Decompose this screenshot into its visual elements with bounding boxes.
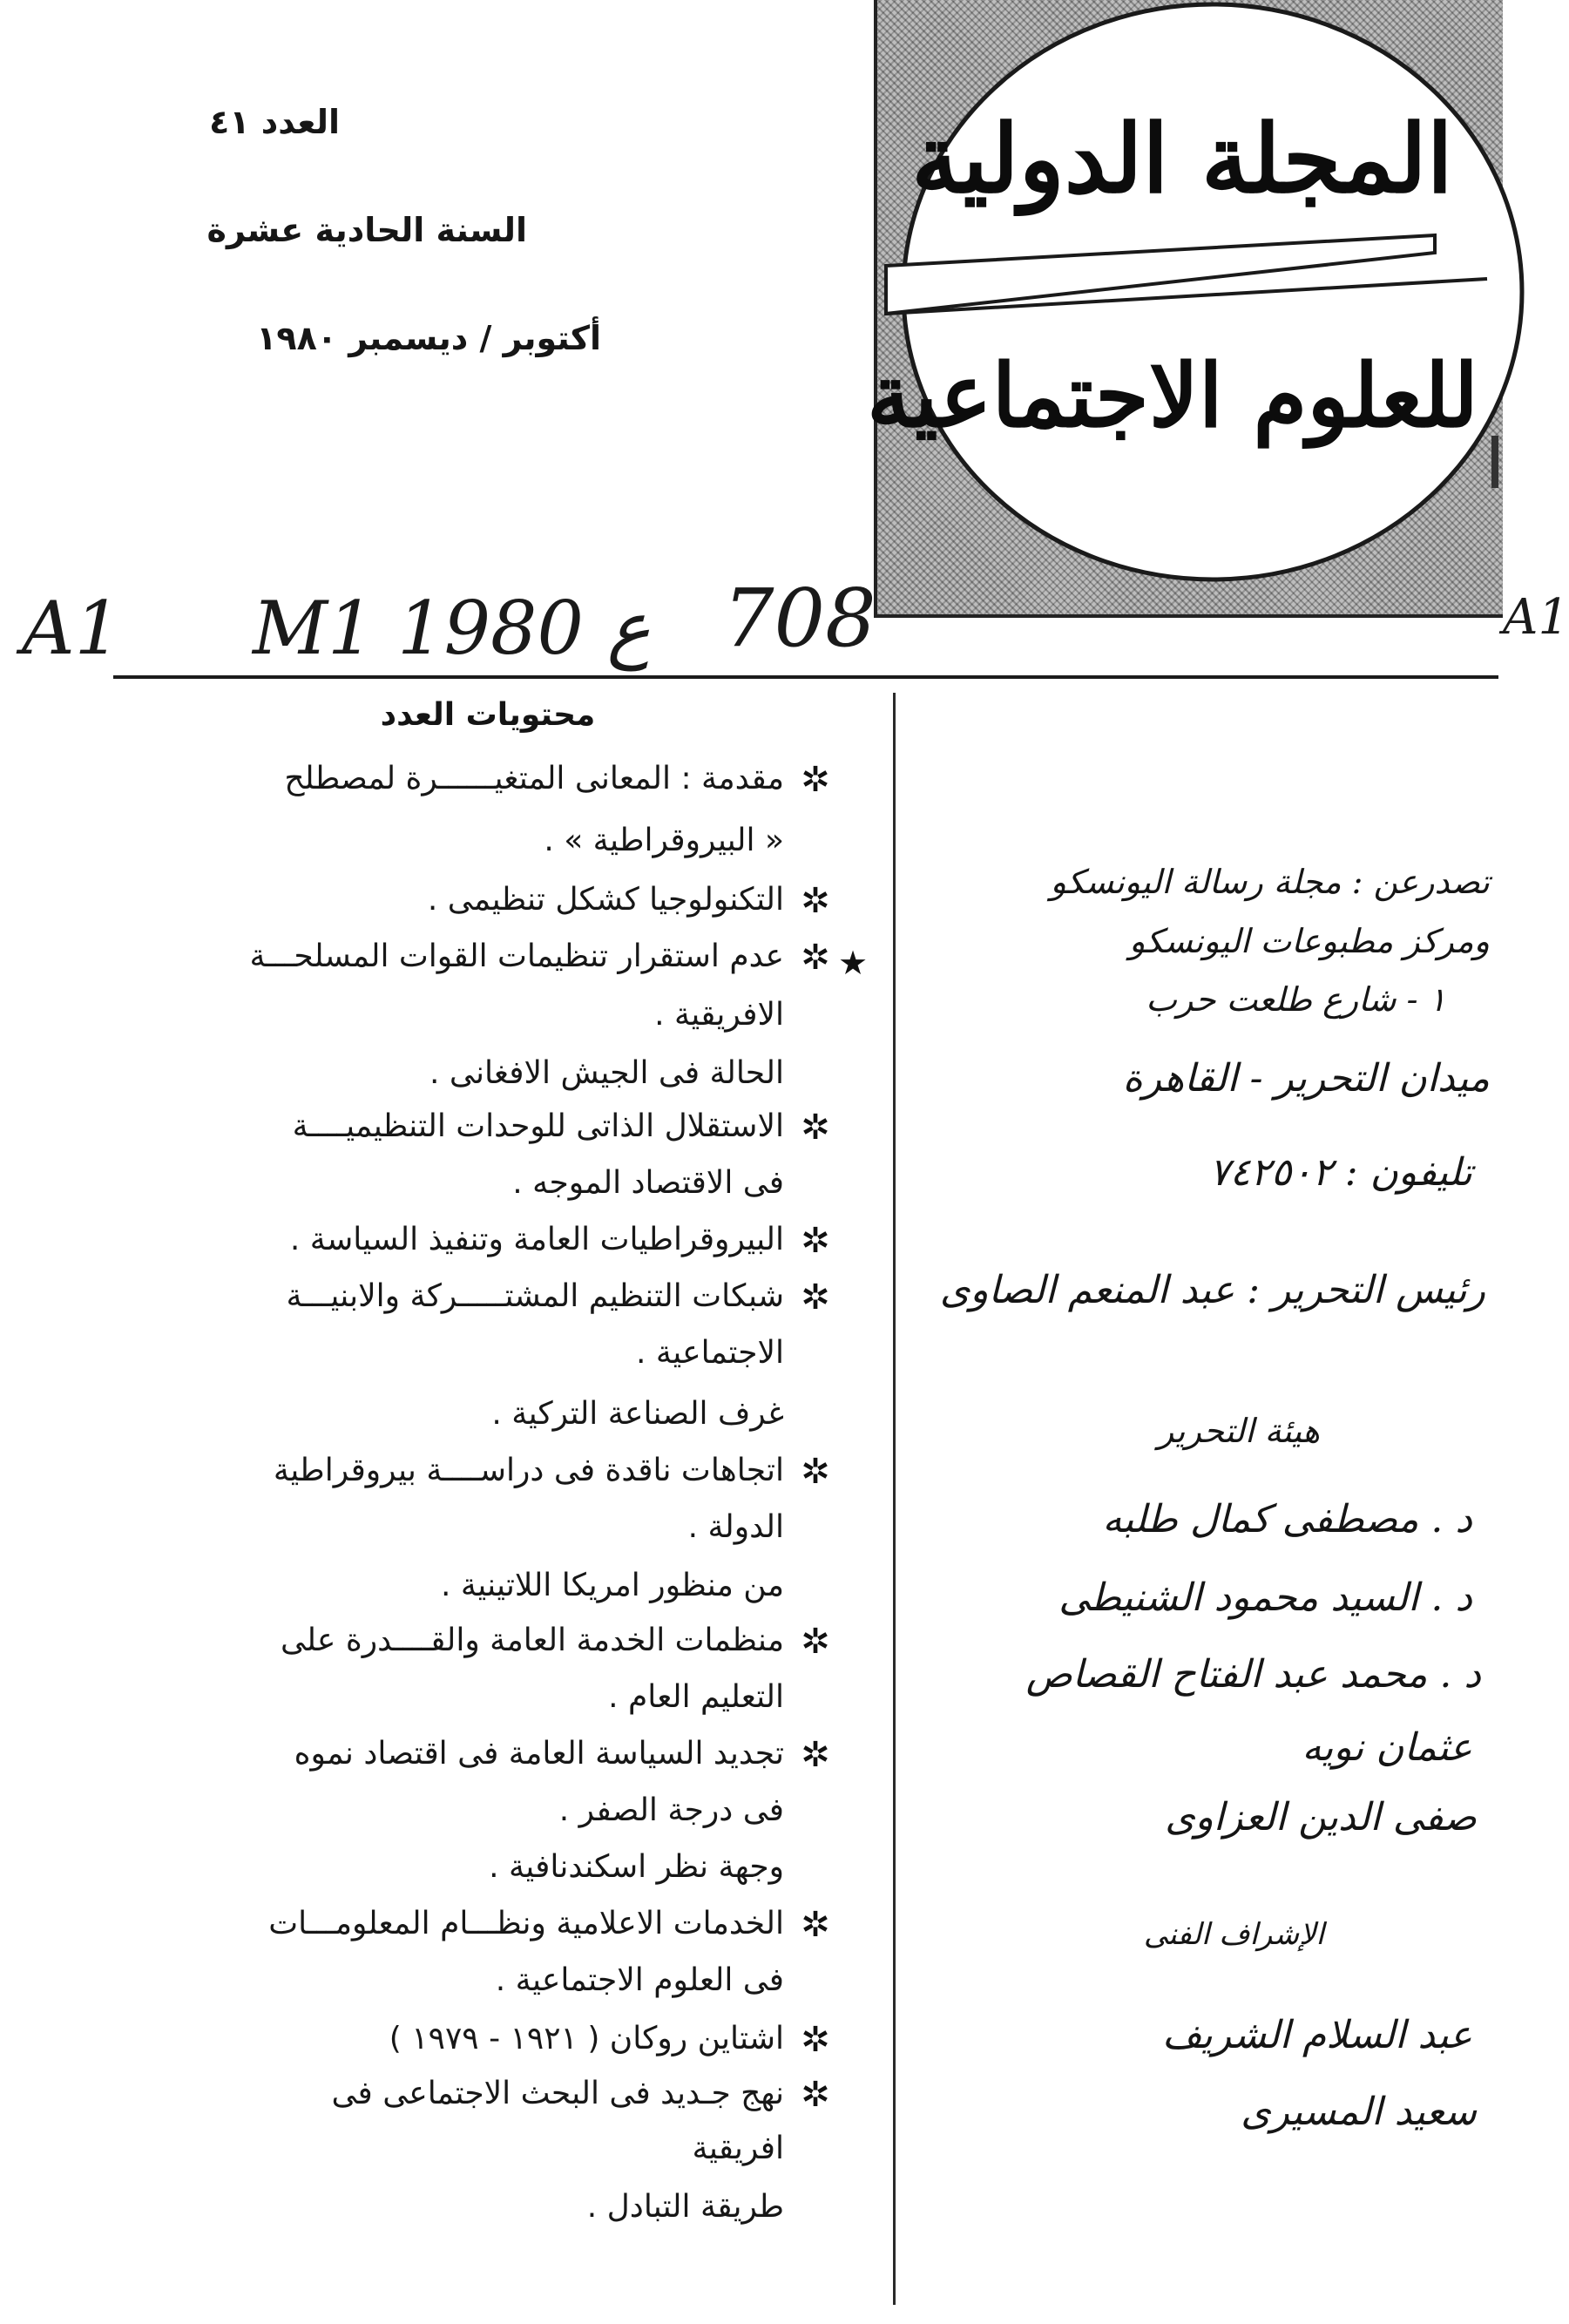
board-member: عثمان نويه — [1302, 1725, 1472, 1770]
contents-line-text: نهج جـديد فى البحث الاجتماعى فى — [331, 2076, 784, 2111]
contents-line-text: البيروقراطيات العامة وتنفيذ السياسة . — [289, 1222, 784, 1257]
bullet-star-icon: ✲ — [801, 2075, 830, 2115]
bullet-star-icon: ✲ — [801, 1735, 830, 1775]
logo-shape — [867, 0, 1503, 614]
contents-line-text: فى الاقتصاد الموجه . — [512, 1165, 784, 1201]
issue-date: أكتوبر / ديسمبر ١٩٨٠ — [256, 319, 601, 357]
catalog-left-code: A1 — [22, 586, 122, 671]
contents-line-text: التكنولوجيا كشكل تنظيمى . — [427, 882, 784, 918]
editor-in-chief: رئيس التحرير : عبد المنعم الصاوى — [939, 1268, 1485, 1312]
contents-line-text: افريقية — [692, 2131, 784, 2166]
technical-member: سعيد المسيرى — [1241, 2090, 1477, 2134]
technical-member: عبد السلام الشريف — [1162, 2013, 1472, 2057]
publisher-address: ١ - شارع طلعت حرب — [1146, 980, 1446, 1019]
contents-line-text: الدولة . — [687, 1509, 784, 1545]
bullet-star-icon: ✲ — [801, 1108, 830, 1148]
contents-line-text: وجهة نظر اسكندنافية . — [489, 1849, 784, 1885]
contents-line-text: الاجتماعية . — [636, 1335, 784, 1371]
issue-year: السنة الحادية عشرة — [206, 211, 527, 249]
board-heading: هيئة التحرير — [1157, 1412, 1320, 1450]
board-member: صفى الدين العزاوى — [1165, 1795, 1477, 1840]
bullet-star-icon: ✲ — [801, 1277, 830, 1318]
bullet-star-icon: ✲ — [801, 1622, 830, 1662]
contents-line-text: الافريقية . — [654, 997, 784, 1033]
logo-title-line1: المجلة الدولية — [911, 105, 1453, 214]
bullet-star-icon: ✲ — [801, 938, 830, 978]
contents-line-text: الحالة فى الجيش الافغانى . — [429, 1055, 784, 1091]
contents-line-text: تجديد السياسة العامة فى اقتصاد نموه — [294, 1736, 784, 1772]
board-member: د . محمد عبد الفتاح القصاص — [1025, 1652, 1481, 1697]
contents-line-text: التعليم العام . — [608, 1679, 784, 1715]
contents-line-text: شبكات التنظيم المشتـــــركة والابنيـــة — [286, 1278, 784, 1314]
contents-line-text: الاستقلال الذاتى للوحدات التنظيميــــة — [292, 1108, 784, 1144]
publisher-line-1: تصدرعن : مجلة رسالة اليونسكو — [1050, 863, 1490, 901]
bullet-star-icon: ✲ — [801, 881, 830, 921]
logo-edge-mark — [1491, 436, 1498, 488]
contents-line-text: طريقة التبادل . — [586, 2189, 784, 2225]
board-member: د . مصطفى كمال طلبه — [1102, 1497, 1472, 1541]
bullet-star-icon: ✲ — [801, 1452, 830, 1492]
contents-line-text: فى العلوم الاجتماعية . — [495, 1962, 784, 1998]
bullet-star-icon: ✲ — [801, 2020, 830, 2060]
contents-line-text: منظمات الخدمة العامة والقــــدرة على — [280, 1623, 784, 1658]
board-member: د . السيد محمود الشنيطى — [1058, 1575, 1472, 1620]
catalog-number: 708 — [723, 572, 876, 665]
margin-mark-icon: ★ — [838, 944, 869, 982]
journal-logo — [867, 0, 1503, 618]
contents-line-text: مقدمة : المعانى المتغيــــــرة لمصطلح — [284, 761, 784, 796]
contents-heading: محتويات العدد — [380, 697, 596, 733]
bullet-star-icon: ✲ — [801, 1905, 830, 1945]
publisher-phone: تليفون : ٧٤٢٥٠٢ — [1209, 1150, 1472, 1195]
contents-line-text: غرف الصناعة التركية . — [491, 1396, 784, 1432]
contents-line-text: اشتاين روكان ( ١٩٢١ - ١٩٧٩ ) — [389, 2021, 784, 2056]
issue-number: العدد ٤١ — [209, 103, 340, 141]
contents-line-text: اتجاهات ناقدة فى دراســــة بيروقراطية — [273, 1453, 784, 1488]
publisher-city: ميدان التحرير - القاهرة — [1122, 1056, 1490, 1101]
publisher-line-2: ومركز مطبوعات اليونسكو — [1129, 922, 1490, 960]
bullet-star-icon: ✲ — [801, 760, 830, 800]
bullet-star-icon: ✲ — [801, 1221, 830, 1261]
column-divider — [893, 693, 896, 2305]
contents-line-text: عدم استقرار تنظيمات القوات المسلحـــة — [249, 938, 784, 974]
catalog-middle: M1 ع 1980 — [253, 586, 651, 671]
contents-line-text: فى درجة الصفر . — [558, 1792, 784, 1828]
catalog-right-code: A1 — [1503, 589, 1569, 646]
contents-line-text: « البيروقراطية » . — [544, 823, 784, 858]
contents-line-text: من منظور امريكا اللاتينية . — [441, 1568, 784, 1603]
logo-title-line2: للعلوم الاجتماعية — [867, 344, 1478, 447]
technical-heading: الإشراف الفنى — [1143, 1917, 1324, 1952]
contents-line-text: الخدمات الاعلامية ونظـــام المعلومـــات — [268, 1906, 784, 1941]
horizontal-rule — [113, 675, 1498, 679]
